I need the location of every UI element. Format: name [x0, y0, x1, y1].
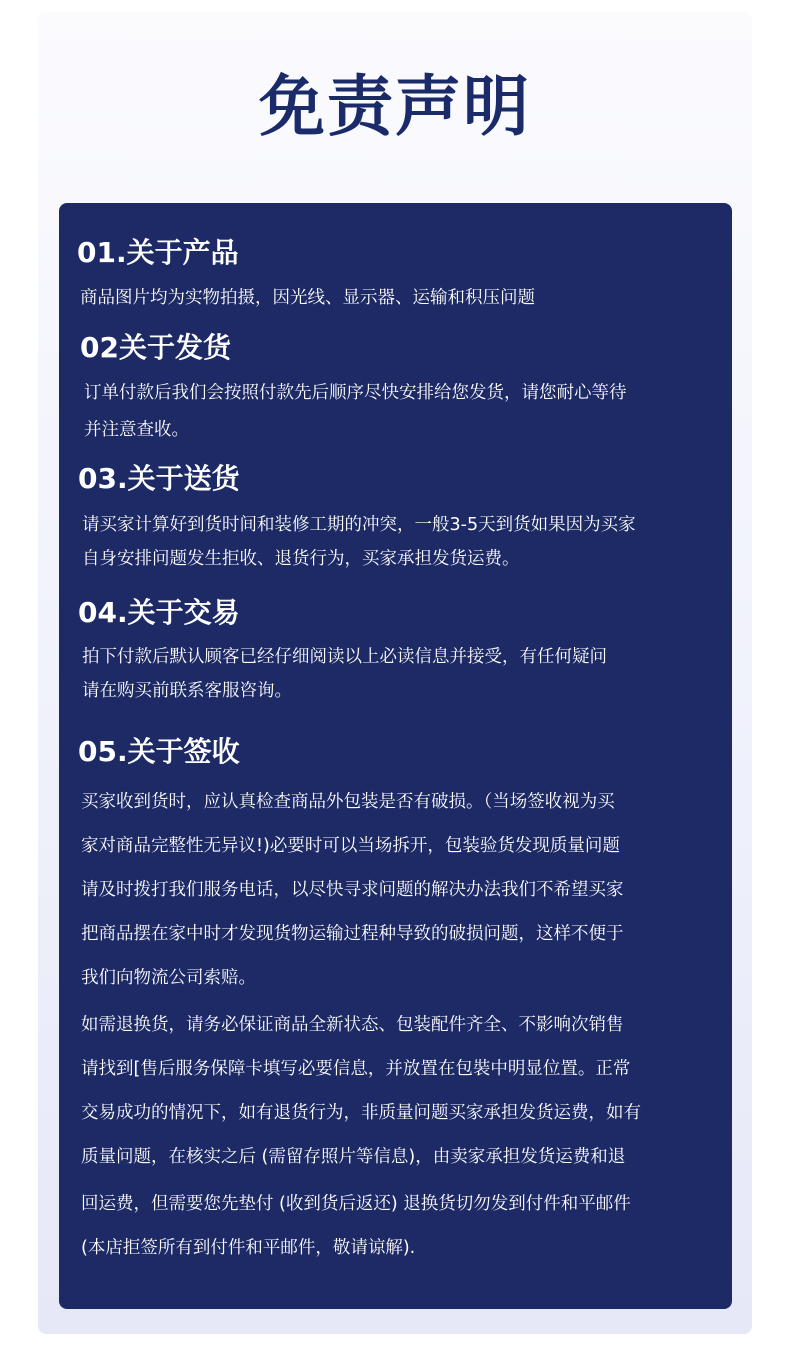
section-text-product: 商品图片均为实物拍摄，因光线、显示器、运输和积压问题: [80, 288, 535, 308]
section-text-receipt: 请找到[售后服务保障卡填写必要信息，并放置在包裝中明显位置。正常: [81, 1059, 631, 1079]
section-text-receipt: (本店拒签所有到付件和平邮件，敬请谅解).: [81, 1238, 416, 1258]
section-text-receipt: 回运费，但需要您先垫付 (收到货后返还) 退换货切勿发到付件和平邮件: [81, 1194, 631, 1214]
section-heading-transaction: 04.关于交易: [78, 596, 240, 629]
section-text-receipt: 把商品摆在家中时才发现货物运输过程种导致的破损问题，这样不便于: [81, 924, 624, 944]
section-text-shipping: 订单付款后我们会按照付款先后顺序尽快安排给您发货，请您耐心等待: [84, 383, 627, 403]
section-text-receipt: 买家收到货时，应认真检查商品外包装是否有破损。（当场签收视为买: [81, 792, 615, 812]
section-text-transaction: 拍下付款后默认顾客已经仔细阅读以上必读信息并接受，有任何疑问: [82, 647, 607, 667]
section-text-receipt: 请及时拨打我们服务电话，以尽快寻求问题的解决办法我们不希望买家: [81, 880, 624, 900]
section-text-delivery: 自身安排问题发生拒收、退货行为，买家承担发货运费。: [82, 549, 520, 569]
section-text-transaction: 请在购买前联系客服咨询。: [82, 681, 292, 701]
section-heading-product: 01.关于产品: [77, 236, 239, 269]
section-heading-shipping: 02关于发货: [80, 331, 231, 364]
section-heading-receipt: 05.关于签收: [78, 735, 240, 768]
section-text-receipt: 质量问题，在核实之后 (需留存照片等信息)，由卖家承担发货运费和退: [81, 1147, 626, 1167]
section-text-receipt: 交易成功的情况下，如有退货行为，非质量问题买家承担发货运费，如有: [81, 1103, 641, 1123]
section-text-receipt: 家对商品完整性无异议!)必要时可以当场拆开，包装验货发现质量问题: [81, 836, 620, 856]
section-text-receipt: 如需退换货，请务必保证商品全新状态、包装配件齐全、不影响次销售: [81, 1015, 624, 1035]
section-text-receipt: 我们向物流公司索赔。: [81, 968, 256, 988]
section-text-delivery: 请买家计算好到货时间和装修工期的冲突，一般3-5天到货如果因为买家: [82, 515, 636, 535]
page-title: 免责声明: [259, 68, 531, 145]
section-text-shipping: 并注意查收。: [84, 420, 189, 440]
section-heading-delivery: 03.关于送货: [78, 462, 240, 495]
